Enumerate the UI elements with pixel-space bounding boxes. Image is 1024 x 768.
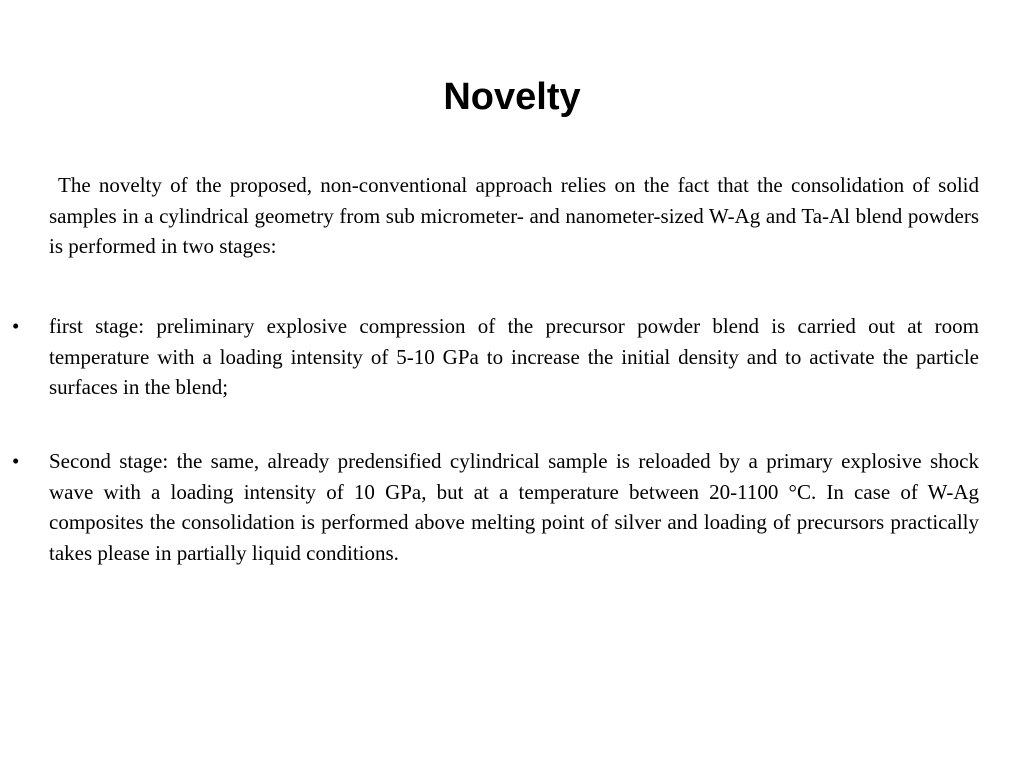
slide-title: Novelty (443, 76, 581, 118)
bullet-text: first stage: preliminary explosive compression of the precursor powder blend is carried out at room temperature with a loading intensity of 5-10 GPa to increase the initial density and to activate the particle surfaces in the blend; (49, 314, 979, 399)
bullet-text: Second stage: the same, already predensified cylindrical sample is reloaded by a primary explosive shock wave with a loading intensity of 10 GPa, but at a temperature between 20-1100 °C. In case of W-Ag composites the consolidation is performed above melting point of silver and loading of precursors practically takes please in partially liquid conditions. (49, 449, 979, 565)
intro-paragraph: The novelty of the proposed, non-conventional approach relies on the fact that the consolidation of solid samples in a cylindrical geometry from sub micrometer- and nanometer-sized W-Ag and Ta-Al blend powders is performed in two stages: (49, 173, 979, 258)
bullet-item-first-stage (12, 311, 979, 403)
bullet-marker: • (12, 449, 20, 473)
bullet-item-second-stage (12, 446, 979, 568)
bullet-marker: • (12, 314, 20, 338)
